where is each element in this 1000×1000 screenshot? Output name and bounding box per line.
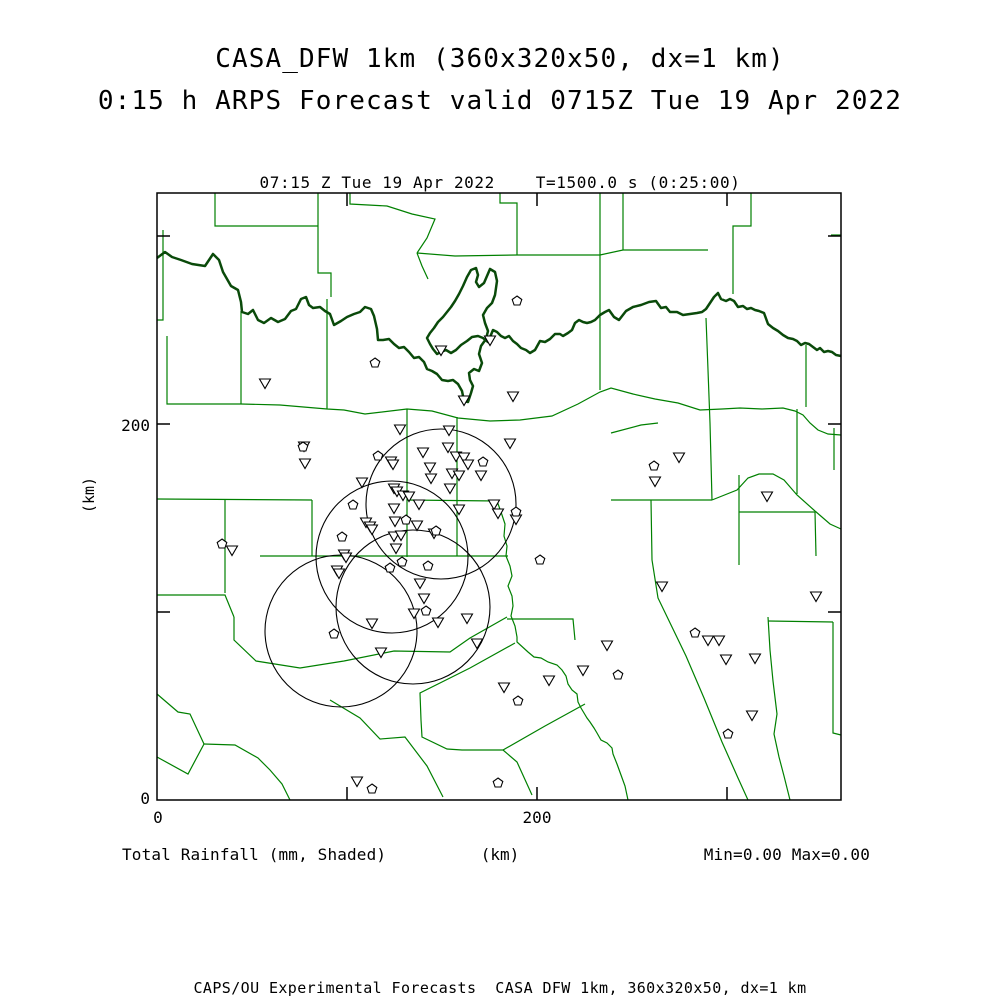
field-caption: Total Rainfall (mm, Shaded)	[122, 845, 387, 864]
station-marker-pentagon	[535, 555, 545, 564]
station-marker-triangle	[390, 517, 401, 527]
station-marker-triangle	[300, 459, 311, 469]
station-marker-triangle	[415, 579, 426, 589]
station-marker-triangle	[650, 477, 661, 487]
station-marker-pentagon	[511, 507, 521, 516]
station-marker-pentagon	[423, 561, 433, 570]
station-marker-pentagon	[723, 729, 733, 738]
y-axis-tick-label-200: 200	[121, 416, 150, 435]
station-marker-pentagon	[385, 563, 395, 572]
station-marker-pentagon	[401, 515, 411, 524]
x-axis-tick-label-0: 0	[153, 808, 163, 827]
station-marker-triangle	[811, 592, 822, 602]
station-marker-triangle	[499, 683, 510, 693]
station-marker-triangle	[260, 379, 271, 389]
station-marker-triangle	[388, 460, 399, 470]
county-boundary	[420, 643, 532, 795]
station-marker-pentagon	[613, 670, 623, 679]
station-marker-pentagon	[370, 358, 380, 367]
county-boundary	[330, 700, 443, 797]
county-boundary	[167, 336, 241, 404]
county-boundary	[157, 499, 312, 500]
figure-title-line2: 0:15 h ARPS Forecast valid 0715Z Tue 19 Apr 2022	[97, 86, 903, 116]
station-marker-triangle	[367, 525, 378, 535]
station-marker-triangle	[334, 569, 345, 579]
station-marker-triangle	[454, 471, 465, 481]
station-marker-pentagon	[513, 696, 523, 705]
county-boundary	[611, 423, 658, 433]
station-marker-triangle	[426, 474, 437, 484]
x-axis-unit-label: (km)	[480, 845, 520, 864]
footer-credit: CAPS/OU Experimental Forecasts CASA DFW 1km, 360x320x50, dx=1 km	[193, 979, 807, 997]
station-marker-triangle	[703, 636, 714, 646]
county-boundary	[768, 617, 790, 800]
y-axis-unit-label: (km)	[80, 476, 98, 514]
station-marker-triangle	[409, 609, 420, 619]
station-marker-triangle	[602, 641, 613, 651]
station-marker-triangle	[395, 425, 406, 435]
station-marker-triangle	[747, 711, 758, 721]
figure-title-line1: CASA_DFW 1km (360x320x50, dx=1 km)	[215, 44, 785, 74]
station-marker-pentagon	[367, 784, 377, 793]
station-marker-triangle	[505, 439, 516, 449]
county-boundary	[215, 193, 318, 226]
station-marker-triangle	[544, 676, 555, 686]
radar-range-circle	[265, 555, 417, 707]
county-boundary	[503, 704, 585, 750]
county-boundary	[318, 193, 331, 297]
station-marker-triangle	[412, 521, 423, 531]
station-marker-pentagon	[493, 778, 503, 787]
station-marker-pentagon	[690, 628, 700, 637]
county-boundary	[157, 694, 204, 774]
station-marker-triangle	[657, 582, 668, 592]
station-marker-pentagon	[373, 451, 383, 460]
station-marker-pentagon	[348, 500, 358, 509]
station-marker-triangle	[425, 463, 436, 473]
station-marker-triangle	[418, 448, 429, 458]
station-marker-triangle	[463, 460, 474, 470]
x-axis-tick-label-200: 200	[522, 808, 552, 827]
station-marker-triangle	[454, 505, 465, 515]
county-boundary	[497, 501, 628, 800]
county-boundary	[500, 193, 517, 255]
county-boundary	[768, 621, 833, 622]
county-boundary	[833, 622, 841, 735]
station-marker-triangle	[352, 777, 363, 787]
station-marker-triangle	[762, 492, 773, 502]
station-marker-triangle	[414, 500, 425, 510]
county-boundary	[241, 388, 841, 435]
station-marker-pentagon	[421, 606, 431, 615]
county-boundary	[417, 253, 600, 256]
station-marker-triangle	[578, 666, 589, 676]
county-boundary	[157, 595, 234, 617]
station-marker-triangle	[462, 614, 473, 624]
station-marker-triangle	[391, 544, 402, 554]
station-marker-triangle	[367, 619, 378, 629]
county-boundary	[733, 193, 751, 294]
station-marker-triangle	[389, 504, 400, 514]
station-marker-triangle	[721, 655, 732, 665]
station-marker-triangle	[227, 546, 238, 556]
station-marker-pentagon	[478, 457, 488, 466]
station-marker-triangle	[433, 618, 444, 628]
station-marker-triangle	[674, 453, 685, 463]
county-boundary	[157, 230, 163, 320]
station-marker-triangle	[419, 594, 430, 604]
station-marker-pentagon	[337, 532, 347, 541]
station-marker-triangle	[750, 654, 761, 664]
station-marker-pentagon	[649, 461, 659, 470]
county-boundary	[350, 193, 435, 253]
plot-valid-time-header: 07:15 Z Tue 19 Apr 2022 T=1500.0 s (0:25:00)	[259, 173, 741, 192]
station-marker-triangle	[445, 484, 456, 494]
station-marker-triangle	[508, 392, 519, 402]
station-marker-pentagon	[397, 557, 407, 566]
station-marker-pentagon	[431, 526, 441, 535]
county-boundary	[204, 744, 290, 800]
county-boundary	[815, 511, 841, 529]
county-boundary	[600, 250, 708, 255]
min-max-readout: Min=0.00 Max=0.00	[703, 845, 870, 864]
station-marker-triangle	[341, 553, 352, 563]
station-marker-triangle	[714, 636, 725, 646]
county-boundary	[651, 500, 748, 800]
station-marker-pentagon	[329, 629, 339, 638]
county-boundary	[815, 512, 816, 556]
station-marker-triangle	[476, 471, 487, 481]
station-marker-triangle	[443, 443, 454, 453]
county-boundary	[417, 253, 428, 279]
station-marker-pentagon	[512, 296, 522, 305]
station-marker-triangle	[444, 426, 455, 436]
y-axis-tick-label-0: 0	[140, 789, 150, 808]
